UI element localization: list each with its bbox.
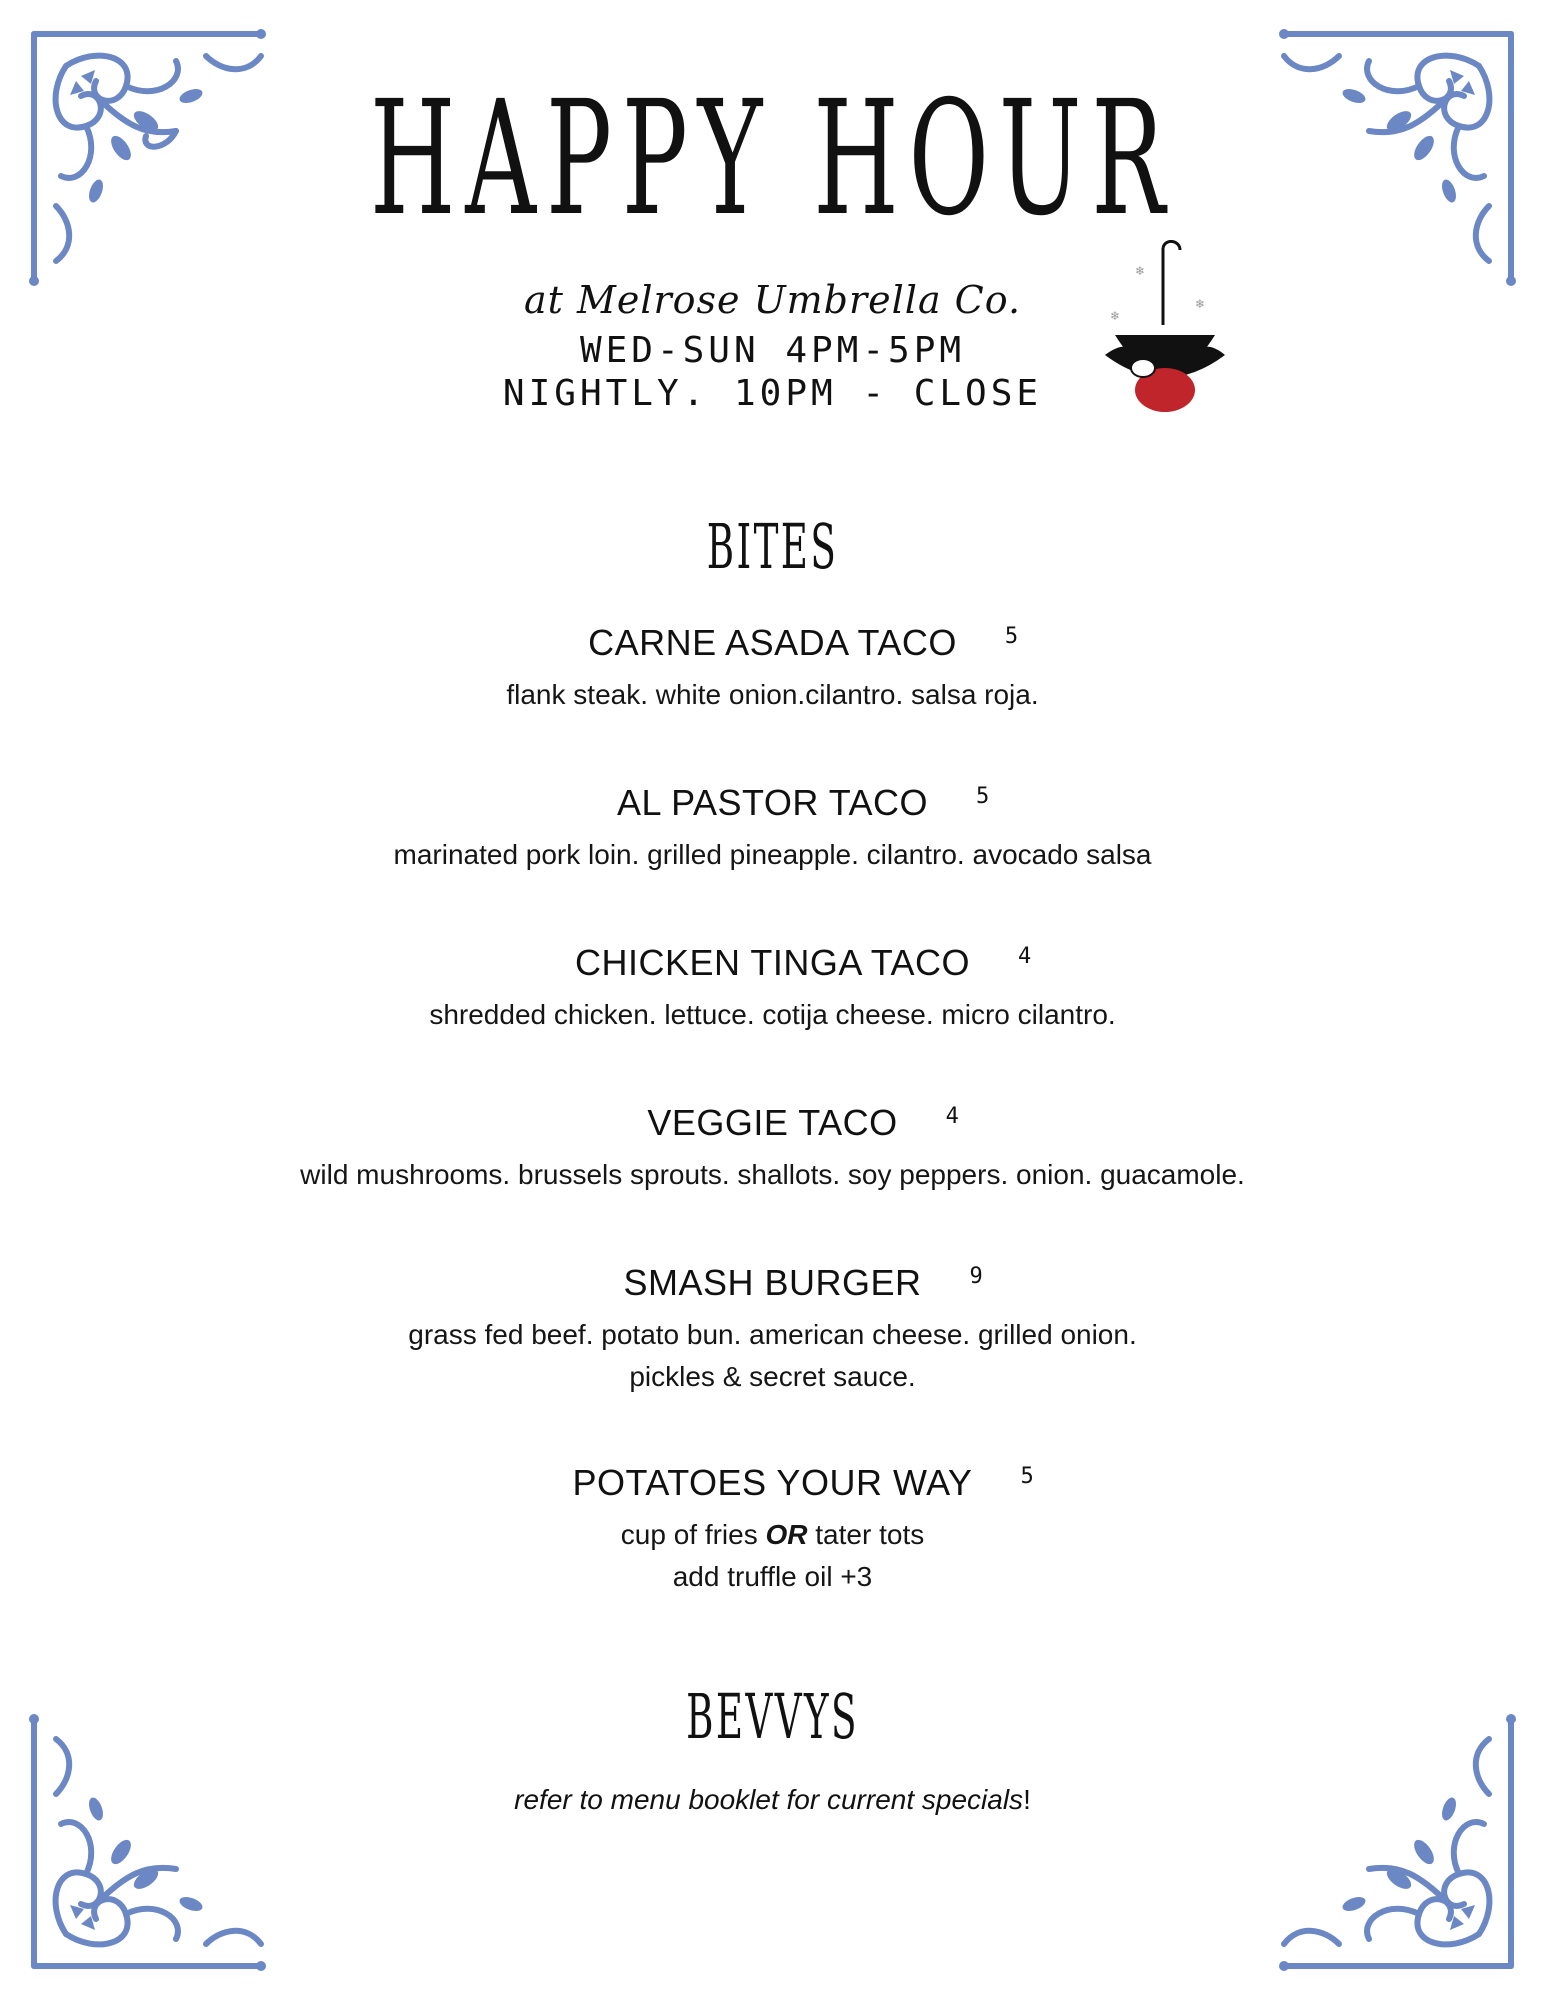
umbrella-icon: [1095, 240, 1235, 425]
item-price: 5: [1020, 1464, 1035, 1489]
item-description: [0, 1314, 1545, 1398]
item-name: CHICKEN TINGA TACO: [574, 942, 971, 983]
section-title-bevvys: BEVVYS: [686, 1680, 859, 1753]
bevvys-note-text: refer to menu booklet for current specials: [514, 1784, 1024, 1815]
menu-item: [0, 1262, 1545, 1398]
bevvys-note-exclamation: !: [1023, 1784, 1031, 1815]
item-description: flank steak. white onion.cilantro. salsa roja.: [506, 679, 1039, 710]
venue-name: at Melrose Umbrella Co.: [523, 278, 1022, 322]
item-description-line-2: pickles & secret sauce.: [629, 1361, 916, 1392]
svg-text:❄: ❄: [1195, 297, 1206, 311]
item-name: VEGGIE TACO: [647, 1102, 898, 1143]
menu-item: [0, 942, 1545, 1036]
corner-ornament-bottom-right: [1269, 1704, 1519, 1974]
item-price: 5: [1004, 624, 1019, 649]
item-price: 5: [976, 784, 990, 809]
item-price: 9: [969, 1264, 984, 1289]
item-description: wild mushrooms. brussels sprouts. shallots. soy peppers. onion. guacamole.: [300, 1159, 1245, 1190]
menu-item: [0, 782, 1545, 876]
bevvys-note: [0, 1784, 1545, 1816]
menu-item: [0, 1102, 1545, 1196]
item-price: 4: [945, 1104, 960, 1129]
corner-ornament-top-left: [26, 26, 276, 296]
item-name: SMASH BURGER: [623, 1262, 922, 1303]
svg-text:❄: ❄: [1135, 264, 1146, 278]
hours-line-1: WED-SUN 4PM-5PM: [579, 330, 966, 371]
option-or: OR: [765, 1519, 808, 1550]
item-price: 4: [1018, 944, 1032, 969]
item-description: [0, 1514, 1545, 1598]
option-tots: tater tots: [815, 1519, 925, 1550]
corner-ornament-icon: [1269, 1704, 1519, 1974]
corner-ornament-bottom-left: [26, 1704, 276, 1974]
hours-line-2: NIGHTLY. 10PM - CLOSE: [502, 373, 1043, 414]
item-description: marinated pork loin. grilled pineapple. cilantro. avocado salsa: [393, 839, 1152, 870]
item-name: CARNE ASADA TACO: [588, 622, 957, 663]
item-description-line-2: add truffle oil +3: [672, 1561, 873, 1592]
corner-ornament-icon: [1269, 26, 1519, 296]
corner-ornament-top-right: [1269, 26, 1519, 296]
option-fries: cup of fries: [620, 1519, 758, 1550]
item-description-line-1: grass fed beef. potato bun. american cheese. grilled onion.: [408, 1319, 1137, 1350]
page-title: HAPPY HOUR: [369, 67, 1176, 251]
item-name: POTATOES YOUR WAY: [572, 1462, 973, 1503]
svg-text:❄: ❄: [1110, 309, 1121, 323]
item-description-line-1: [0, 1514, 1545, 1556]
item-description: shredded chicken. lettuce. cotija cheese. micro cilantro.: [429, 999, 1116, 1030]
menu-item: [0, 1462, 1545, 1598]
item-name: AL PASTOR TACO: [616, 782, 929, 823]
corner-ornament-icon: [26, 1704, 276, 1974]
section-title-bites: BITES: [706, 510, 839, 583]
corner-ornament-icon: [26, 26, 276, 296]
menu-item: [0, 622, 1545, 716]
